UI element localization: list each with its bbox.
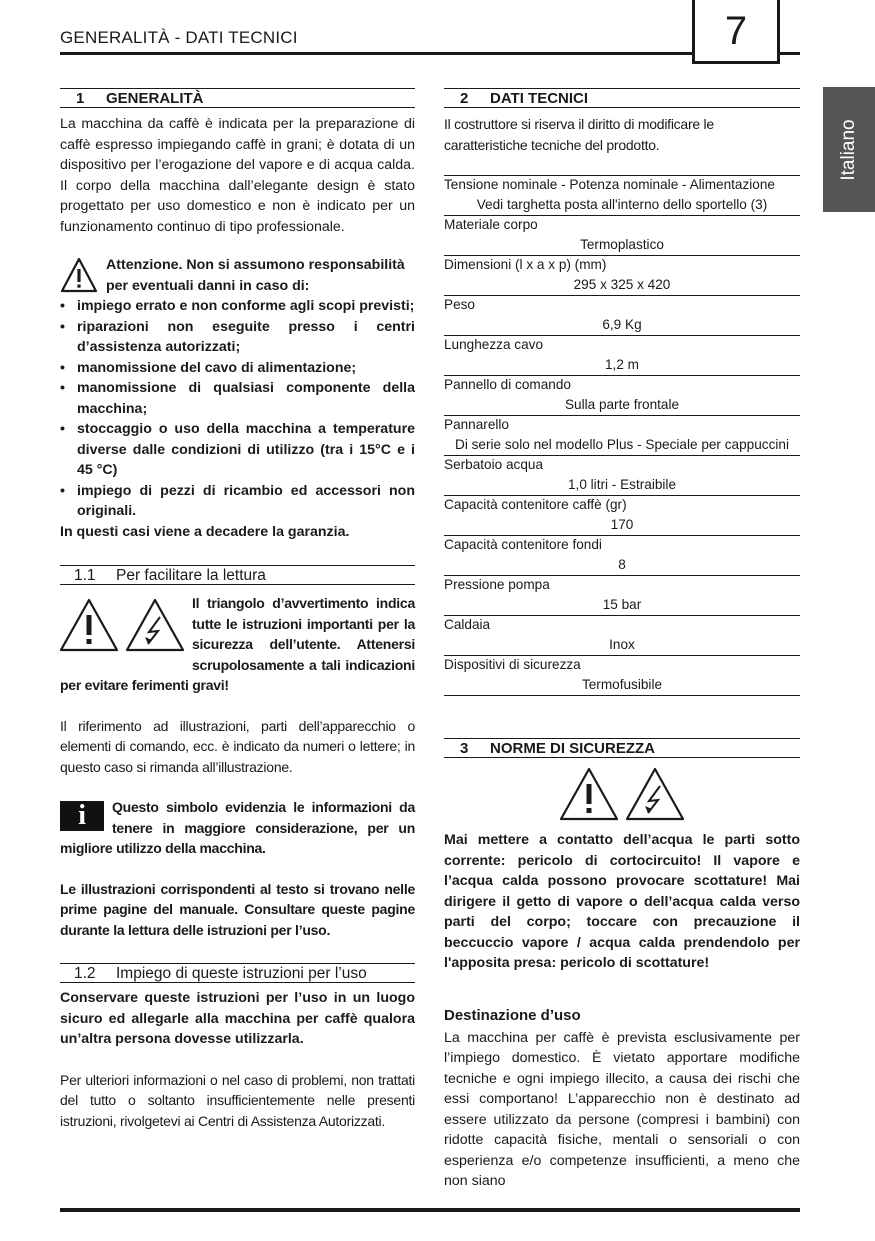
spec-value: Vedi targhetta posta all'interno dello sportello (3) — [476, 197, 768, 212]
intended-use-heading: Destinazione d’uso — [444, 1006, 581, 1024]
info-explanation-text: Questo simbolo evidenzia le informazioni da tenere in maggiore considerazione, per un migliore utilizzo della macchina. — [60, 799, 415, 856]
list-item: • impiego di pezzi di ricambio ed accessori non originali. — [60, 481, 415, 522]
language-tab-label: Italiano — [838, 118, 859, 181]
spec-label: Capacità contenitore fondi — [444, 537, 602, 552]
liability-list — [60, 296, 415, 522]
spec-label: Lunghezza cavo — [444, 337, 544, 352]
list-item: • impiego errato e non conforme agli scopi previsti; — [60, 296, 415, 317]
warning-icons — [60, 597, 184, 659]
spec-value: 295 x 325 x 420 — [573, 277, 671, 292]
safety-icons — [444, 766, 800, 822]
spec-label: Pannarello — [444, 417, 509, 432]
warning-triangle-icon — [60, 257, 98, 293]
warranty-note: In questi casi viene a decadere la garanzia. — [60, 523, 350, 540]
spec-label: Dimensioni (l x a x p) (mm) — [444, 257, 607, 272]
reference-explanation: Il riferimento ad illustrazioni, parti dell’apparecchio o elementi di comando, ecc. è indicato da numeri o lettere; in questo caso si rimanda all’illustrazione. — [60, 717, 415, 775]
section-2-heading — [444, 88, 800, 108]
spec-value: Termoplastico — [580, 237, 664, 252]
technical-specs-table — [444, 175, 800, 696]
header-rule — [60, 52, 800, 55]
section-3-heading — [444, 738, 800, 758]
section-title: DATI TECNICI — [490, 90, 589, 107]
safety-warning-text: Mai mettere a contatto dell’acqua le parti sotto corrente: pericolo di cortocircuito! Il vapore e l’acqua calda possono provocare scottature! Mai dirigere il getto di vapore o dell’acqua calda verso parti del corpo; toccare con precauzione il beccuccio vapore / acqua calda prendendolo per l'apposita presa: pericolo di scottature! — [444, 832, 800, 971]
section-1-heading — [60, 88, 415, 108]
warning-electric-icons — [560, 766, 684, 822]
warning-electric-icons — [60, 597, 184, 653]
spec-value: 170 — [610, 517, 634, 532]
section-title: Per facilitare la lettura — [116, 567, 266, 584]
section-title: NORME DI SICUREZZA — [490, 740, 655, 757]
keep-instructions-text: Conservare queste istruzioni per l’uso in un luogo sicuro ed allegarle alla macchina per caffè qualora un’altra persona dovesse utilizzarla. — [60, 990, 415, 1047]
spec-label: Pannello di comando — [444, 377, 571, 392]
spec-row — [444, 496, 800, 536]
intended-use-text: La macchina per caffè è prevista esclusivamente per l’impiego domestico. È vietato apportare modifiche tecniche e ogni impiego illecito, a causa dei rischi che essi comportano! L’apparecchio non è destinato ad essere utilizzato da persone (compresi i bambini) con ridotte capacità fisiche, mentali o sensoriali o con esperienza e/o competenze insufficienti, a meno che non siano — [444, 1029, 800, 1189]
section-title: Impiego di queste istruzioni per l’uso — [116, 965, 367, 982]
section-title: GENERALITÀ — [106, 90, 204, 107]
spec-row — [444, 216, 800, 256]
spec-row — [444, 536, 800, 576]
liability-warning-text: Attenzione. Non si assumono responsabilità per eventuali danni in caso di: — [106, 257, 405, 294]
left-column — [60, 88, 415, 1131]
service-centers-text: Per ulteriori informazioni o nel caso di problemi, non trattati del tutto o soltanto insufficientemente nelle presenti istruzioni, rivolgetevi ai Centri di Assistenza Autorizzati. — [60, 1071, 415, 1129]
illustrations-note: Le illustrazioni corrispondenti al testo si trovano nelle prime pagine del manuale. Consultare queste pagine durante la lettura delle istruzioni per l’uso. — [60, 880, 415, 938]
spec-value: Inox — [609, 637, 635, 652]
footer-rule — [60, 1208, 800, 1212]
language-tab — [823, 87, 875, 212]
triangle-explanation-text: Il triangolo d’avvertimento indica tutte le istruzioni importanti per la sicurezza dell’utente. Attenersi scrupolosamente a tali indicazioni per evitare ferimenti gravi! — [60, 595, 415, 693]
spec-value: 8 — [618, 557, 626, 572]
spec-row — [444, 336, 800, 376]
spec-label: Capacità contenitore caffè (gr) — [444, 497, 627, 512]
spec-label: Peso — [444, 297, 475, 312]
liability-warning — [60, 255, 415, 296]
spec-value: Di serie solo nel modello Plus - Speciale per cappuccini — [455, 437, 789, 452]
spec-row — [444, 296, 800, 336]
section-1-1-heading — [60, 565, 415, 585]
specs-intro: Il costruttore si riserva il diritto di modificare le caratteristiche tecniche del prodotto. — [444, 116, 714, 153]
spec-row — [444, 376, 800, 416]
section-number: 1 — [76, 90, 85, 107]
spec-row — [444, 656, 800, 696]
spec-row — [444, 256, 800, 296]
list-item: • manomissione del cavo di alimentazione; — [60, 358, 415, 379]
section-number: 3 — [460, 740, 469, 757]
list-item: • stoccaggio o uso della macchina a temperature diverse dalle condizioni di utilizzo (tra i 15°C e i 45 °C) — [60, 419, 415, 481]
spec-label: Materiale corpo — [444, 217, 538, 232]
spec-row — [444, 456, 800, 496]
list-item: • riparazioni non eseguite presso i centri d’assistenza autorizzati; — [60, 317, 415, 358]
spec-label: Caldaia — [444, 617, 491, 632]
spec-value: 1,2 m — [605, 357, 639, 372]
general-description: La macchina da caffè è indicata per la preparazione di caffè espresso impiegando caffè in grani; è dotata di un dispositivo per l’erogazione del vapore e di acqua calda. Il corpo della macchina dall’elegante design è stato progettato per uso domestico e non è indicato per un funzionamento continuo di tipo professionale. — [60, 116, 415, 235]
spec-row — [444, 616, 800, 656]
spec-row — [444, 176, 800, 216]
section-1-2-heading — [60, 963, 415, 983]
info-icon: i — [60, 801, 104, 831]
spec-value: Termofusibile — [581, 677, 663, 692]
section-number: 1.2 — [74, 965, 96, 982]
spec-value: 15 bar — [602, 597, 642, 612]
spec-row — [444, 416, 800, 456]
spec-value: Sulla parte frontale — [564, 397, 680, 412]
section-number: 2 — [460, 90, 469, 107]
spec-label: Dispositivi di sicurezza — [444, 657, 581, 672]
page-header-title: GENERALITÀ - DATI TECNICI — [60, 28, 298, 47]
spec-value: 6,9 Kg — [602, 317, 642, 332]
section-number: 1.1 — [74, 567, 96, 584]
spec-row — [444, 576, 800, 616]
triangle-explanation-block — [60, 593, 415, 696]
spec-label: Tensione nominale - Potenza nominale - Alimentazione — [444, 177, 775, 192]
page-number: 7 — [692, 0, 780, 64]
right-column — [444, 88, 800, 1192]
spec-value: 1,0 litri - Estraibile — [567, 477, 677, 492]
spec-label: Serbatoio acqua — [444, 457, 544, 472]
list-item: • manomissione di qualsiasi componente della macchina; — [60, 378, 415, 419]
spec-label: Pressione pompa — [444, 577, 550, 592]
info-explanation-block — [60, 797, 415, 859]
